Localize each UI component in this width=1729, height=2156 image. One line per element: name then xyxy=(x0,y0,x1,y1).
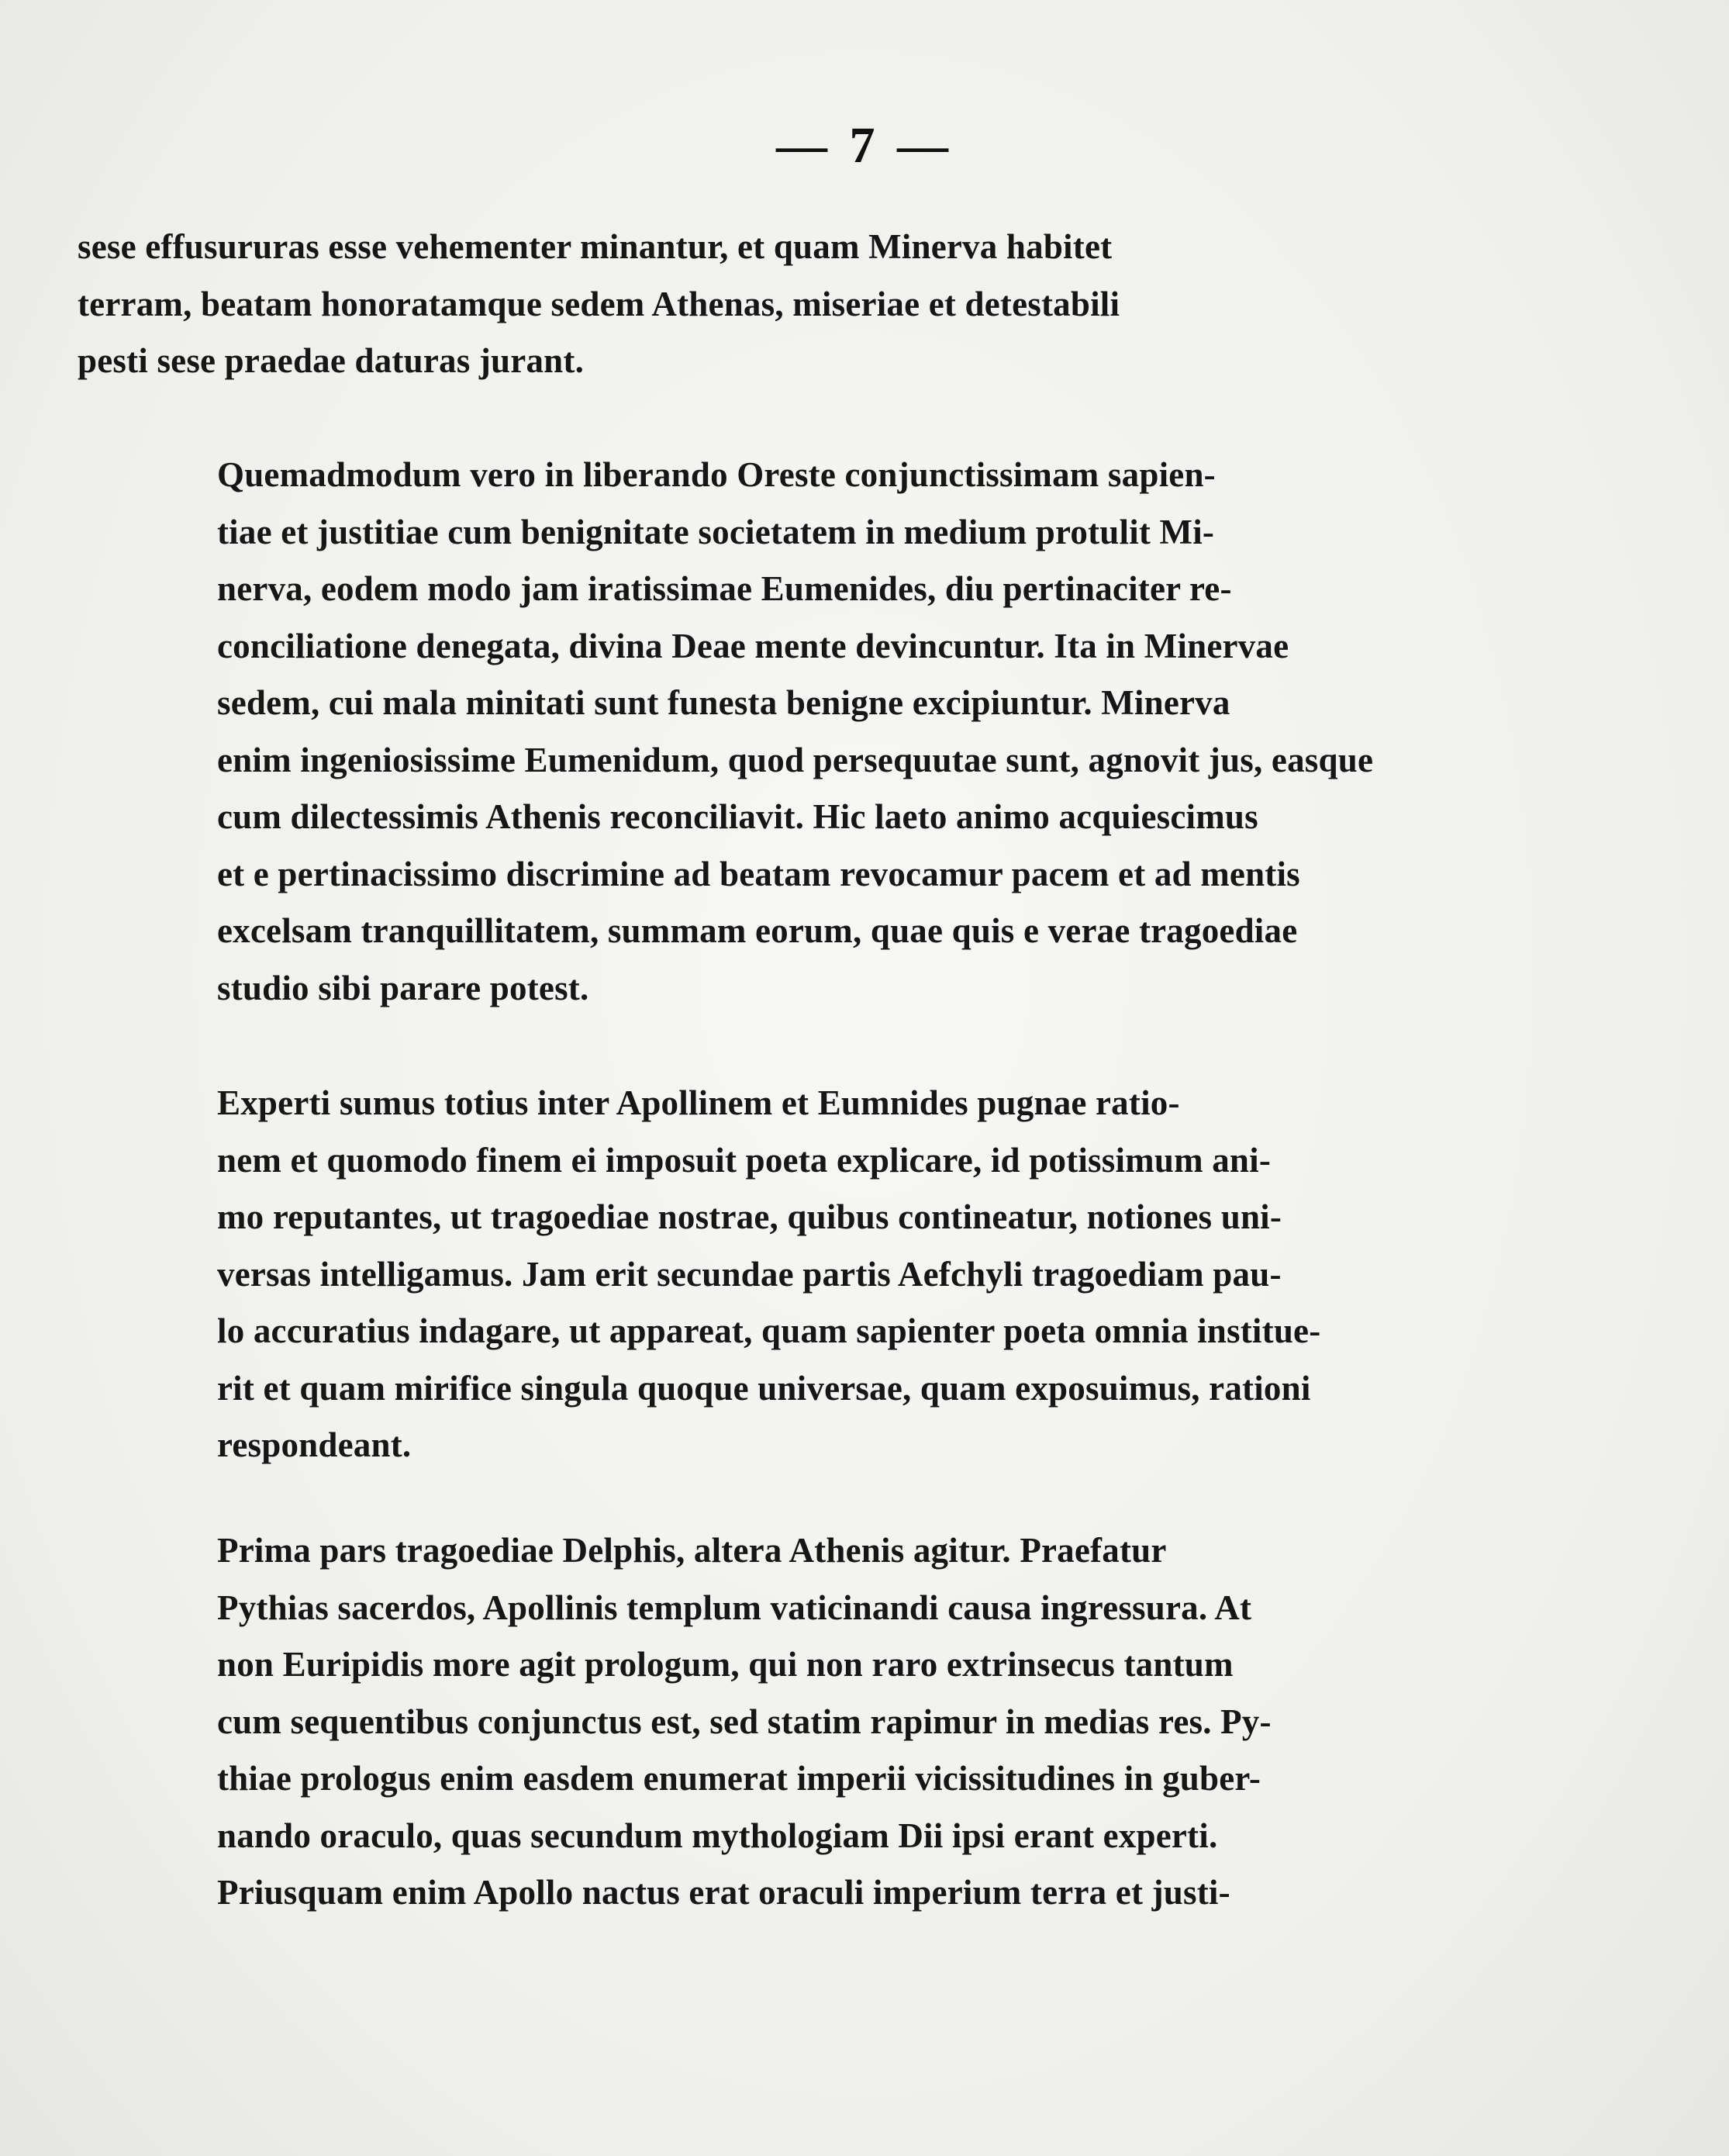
text-line: et e pertinacissimo discrimine ad beatam revocamur pacem et ad mentis xyxy=(217,854,1300,893)
paragraph-1 xyxy=(78,219,1512,390)
text-line: respondeant. xyxy=(217,1425,412,1464)
text-line: terram, beatam honoratamque sedem Athenas, miseriae et detestabili xyxy=(78,284,1120,323)
text-line: cum sequentibus conjunctus est, sed statim rapimur in medias res. Py- xyxy=(217,1702,1272,1741)
text-line: excelsam tranquillitatem, summam eorum, quae quis e verae tragoediae xyxy=(217,911,1298,950)
text-line: non Euripidis more agit prologum, qui non raro extrinsecus tantum xyxy=(217,1645,1234,1684)
text-line: rit et quam mirifice singula quoque universae, quam exposuimus, rationi xyxy=(217,1368,1311,1408)
text-line: Pythias sacerdos, Apollinis templum vaticinandi causa ingressura. At xyxy=(217,1588,1252,1627)
text-line: Prima pars tragoediae Delphis, altera Athenis agitur. Praefatur xyxy=(217,1531,1167,1570)
page-number: — 7 — xyxy=(776,117,953,174)
text-line: nando oraculo, quas secundum mythologiam Dii ipsi erant experti. xyxy=(217,1816,1218,1855)
text-line: enim ingeniosissime Eumenidum, quod persequutae sunt, agnovit jus, easque xyxy=(217,740,1374,779)
text-line: sedem, cui mala minitati sunt funesta benigne excipiuntur. Minerva xyxy=(217,683,1230,722)
text-line: tiae et justitiae cum benignitate societatem in medium protulit Mi- xyxy=(217,512,1215,551)
text-line: mo reputantes, ut tragoediae nostrae, quibus contineatur, notiones uni- xyxy=(217,1197,1282,1236)
text-line: cum dilectessimis Athenis reconciliavit. Hic laeto animo acquiescimus xyxy=(217,797,1258,836)
text-line: Quemadmodum vero in liberando Oreste conjunctissimam sapien- xyxy=(217,455,1216,494)
paragraph-3 xyxy=(78,1075,1512,1474)
paragraph-4 xyxy=(78,1522,1512,1922)
text-line: studio sibi parare potest. xyxy=(217,968,589,1007)
text-line: thiae prologus enim easdem enumerat imperii vicissitudines in guber- xyxy=(217,1759,1261,1798)
text-line: conciliatione denegata, divina Deae mente devincuntur. Ita in Minervae xyxy=(217,626,1289,665)
text-line: Priusquam enim Apollo nactus erat oraculi imperium terra et justi- xyxy=(217,1873,1230,1912)
text-line: pesti sese praedae daturas jurant. xyxy=(78,341,585,380)
text-line: Experti sumus totius inter Apollinem et Eumnides pugnae ratio- xyxy=(217,1083,1180,1122)
paragraph-2 xyxy=(78,447,1512,1017)
text-line: nerva, eodem modo jam iratissimae Eumenides, diu pertinaciter re- xyxy=(217,569,1232,608)
text-line: versas intelligamus. Jam erit secundae partis Aefchyli tragoediam pau- xyxy=(217,1254,1282,1294)
text-line: nem et quomodo finem ei imposuit poeta explicare, id potissimum ani- xyxy=(217,1140,1272,1180)
text-line: sese effusururas esse vehementer minantur, et quam Minerva habitet xyxy=(78,227,1113,266)
text-line: lo accuratius indagare, ut appareat, quam sapienter poeta omnia institue- xyxy=(217,1311,1321,1350)
